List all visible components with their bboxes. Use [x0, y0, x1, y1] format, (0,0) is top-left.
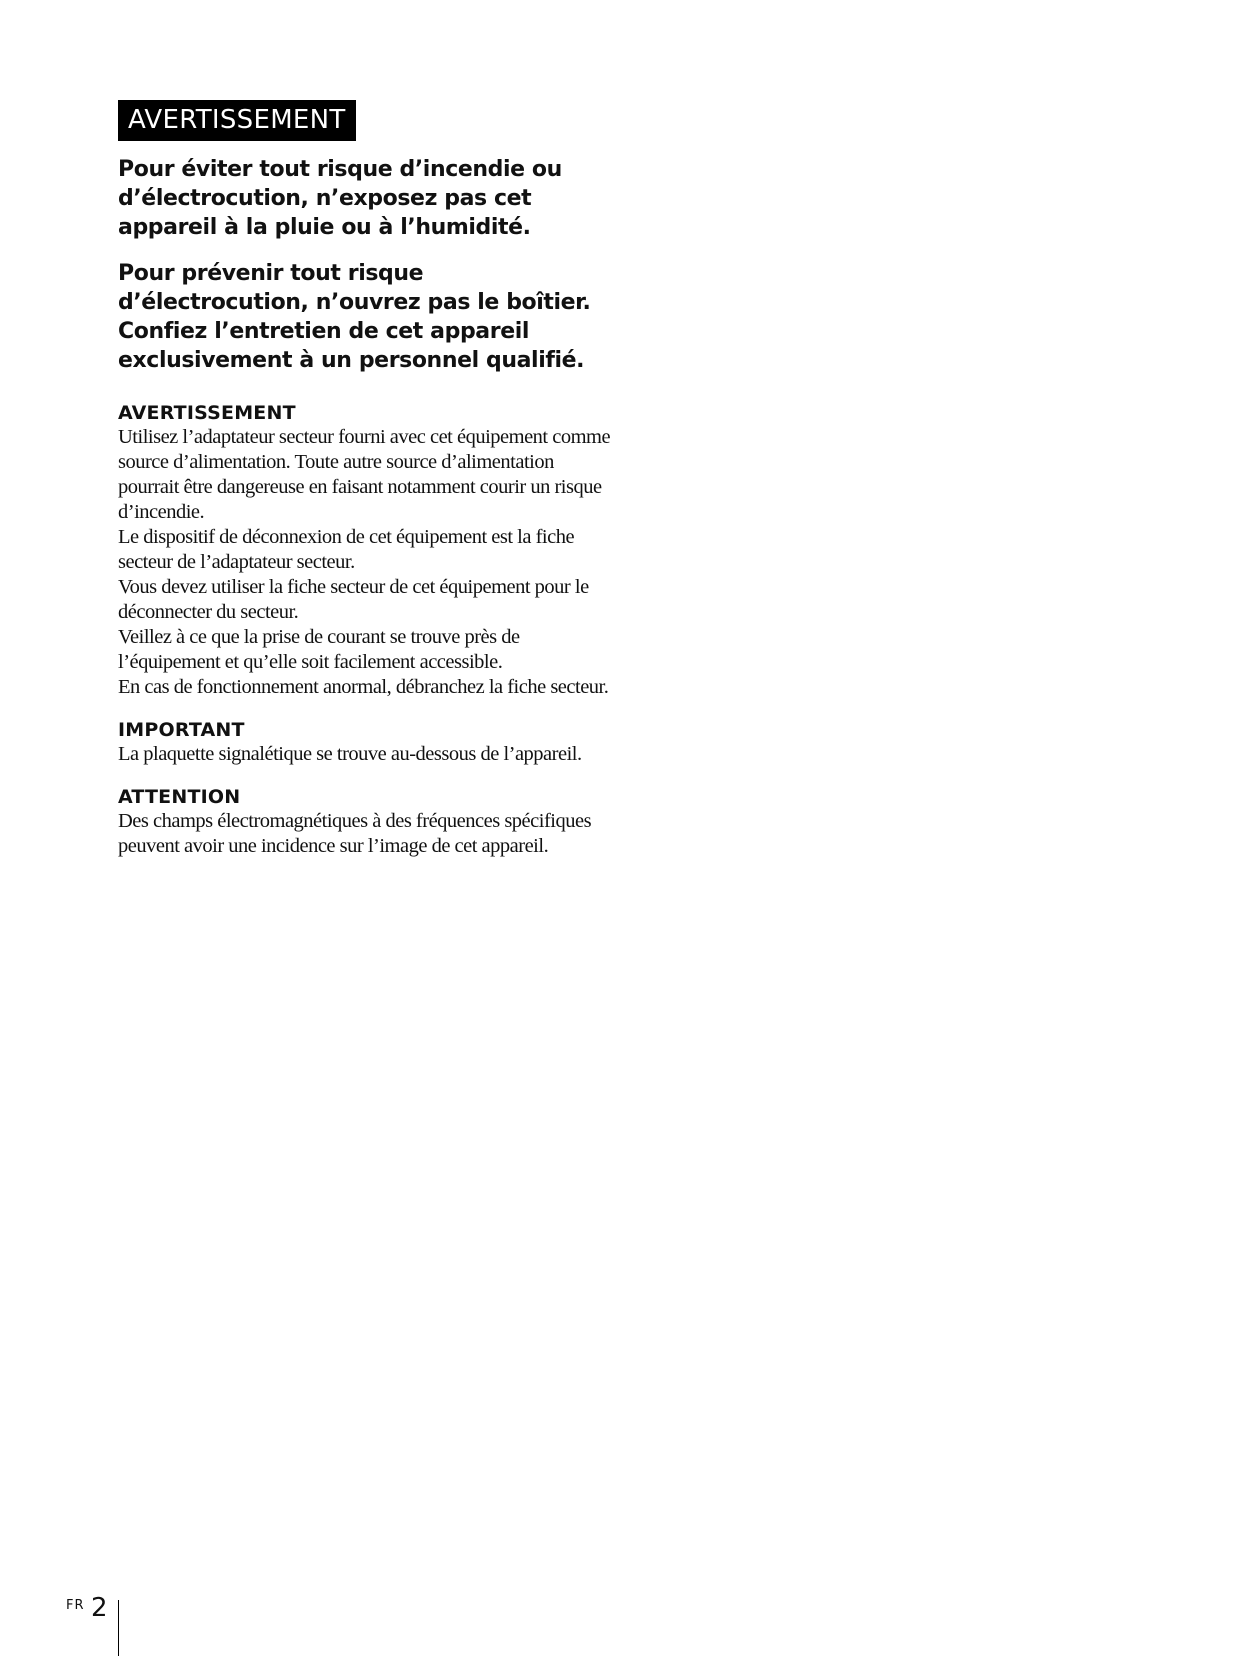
section-heading: IMPORTANT	[118, 719, 245, 741]
language-code: FR	[66, 1598, 85, 1613]
page-number: 2	[91, 1593, 108, 1623]
section-body	[118, 425, 618, 700]
page-content	[118, 100, 618, 859]
section-body	[118, 809, 618, 859]
footer-divider	[118, 1600, 119, 1656]
lead-paragraph-electrocution-risk: Pour prévenir tout risque d’électrocution, n’ouvrez pas le boîtier. Confiez l’entretien de cet appareil exclusivement à un personnel qualifié.	[118, 261, 591, 373]
section-paragraph: Utilisez l’adaptateur secteur fourni avec cet équipement comme source d’alimentation. Toute autre source d’alimentation pourrait être dangereuse en faisant notamment courir un risque d’incendie.	[118, 426, 611, 523]
section-paragraph: Le dispositif de déconnexion de cet équipement est la fiche secteur de l’adaptateur secteur.	[118, 526, 575, 573]
section-attention	[118, 785, 618, 859]
warning-banner: AVERTISSEMENT	[118, 100, 356, 141]
section-avertissement	[118, 401, 618, 700]
section-important	[118, 718, 618, 767]
section-paragraph: En cas de fonctionnement anormal, débranchez la fiche secteur.	[118, 676, 609, 698]
section-paragraph: Des champs électromagnétiques à des fréquences spécifiques peuvent avoir une incidence sur l’image de cet appareil.	[118, 810, 592, 857]
section-paragraph: La plaquette signalétique se trouve au-dessous de l’appareil.	[118, 743, 582, 765]
section-heading: ATTENTION	[118, 786, 241, 808]
section-paragraph: Vous devez utiliser la fiche secteur de cet équipement pour le déconnecter du secteur.	[118, 576, 589, 623]
section-heading: AVERTISSEMENT	[118, 402, 296, 424]
lead-paragraph-fire-risk: Pour éviter tout risque d’incendie ou d’électrocution, n’exposez pas cet appareil à la pluie ou à l’humidité.	[118, 157, 562, 240]
section-body	[118, 742, 618, 767]
section-paragraph: Veillez à ce que la prise de courant se trouve près de l’équipement et qu’elle soit facilement accessible.	[118, 626, 520, 673]
